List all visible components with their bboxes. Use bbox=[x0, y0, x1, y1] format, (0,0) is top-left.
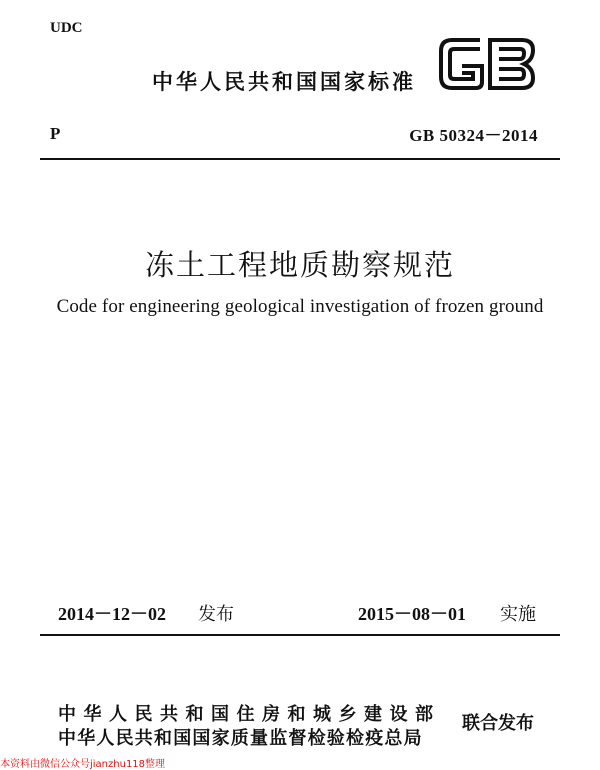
implement-label: 实施 bbox=[500, 604, 536, 625]
publisher-1: 中华人民共和国住房和城乡建设部 bbox=[58, 704, 441, 725]
gb-logo bbox=[436, 34, 538, 94]
issue-date: 2014－12－02 bbox=[58, 604, 166, 624]
issue-label: 发布 bbox=[198, 604, 234, 625]
classification-code: P bbox=[50, 124, 61, 143]
top-rule bbox=[40, 158, 560, 160]
implement-date: 2015－08－01 bbox=[358, 604, 466, 624]
title-chinese: 冻土工程地质勘察规范 bbox=[144, 248, 455, 282]
bottom-rule bbox=[40, 634, 560, 636]
standard-type: 中华人民共和国国家标准 bbox=[152, 70, 416, 94]
joint-publish-label: 联合发布 bbox=[462, 713, 534, 734]
watermark-text: 本资料由微信公众号jianzhu118整理 bbox=[0, 759, 166, 770]
standard-number: GB 50324－2014 bbox=[409, 126, 538, 145]
title-english: Code for engineering geological investigation of frozen ground bbox=[56, 296, 544, 317]
publisher-2: 中华人民共和国国家质量监督检验检疫总局 bbox=[58, 728, 423, 749]
udc-label: UDC bbox=[50, 20, 83, 36]
